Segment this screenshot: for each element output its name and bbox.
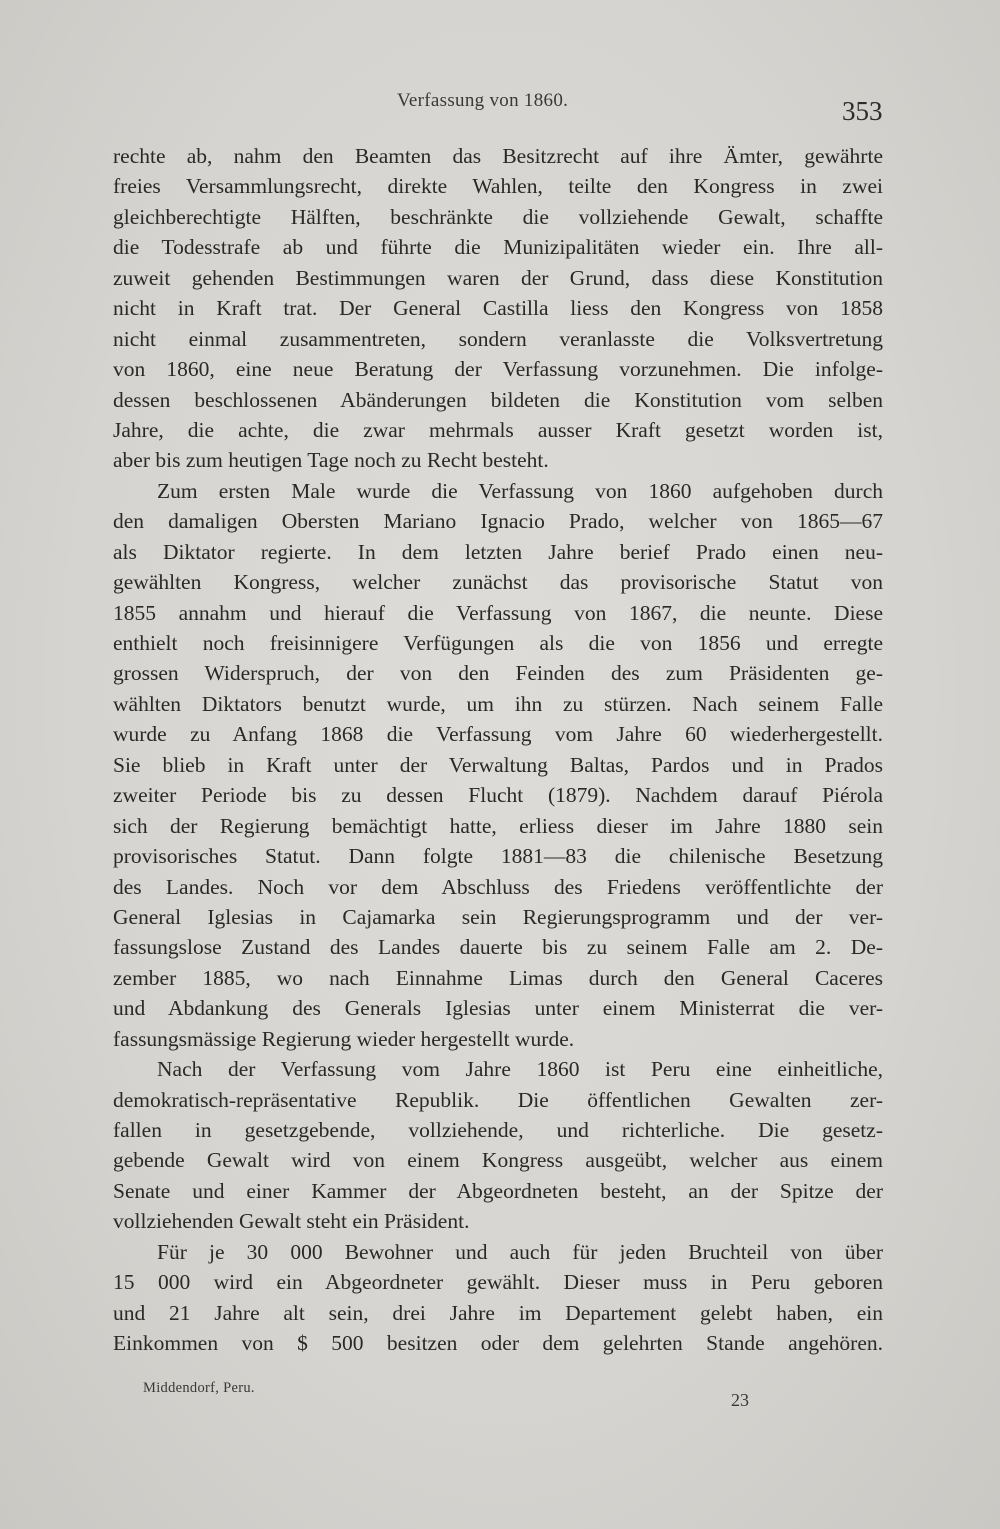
text-line: Einkommen von $ 500 besitzen oder dem gelehrten Stande angehören.: [113, 1331, 883, 1356]
text-line: Senate und einer Kammer der Abgeordneten besteht, an der Spitze der: [113, 1178, 883, 1203]
text-line: den damaligen Obersten Mariano Ignacio Prado, welcher von 1865—67: [113, 509, 883, 534]
text-line: fassungsmässige Regierung wieder hergestellt wurde.: [113, 1026, 575, 1051]
text-line: und Abdankung des Generals Iglesias unter einem Ministerrat die ver-: [113, 996, 883, 1021]
paragraph: [113, 141, 883, 476]
paragraph: [113, 476, 883, 1054]
text-line: vollziehenden Gewalt steht ein Präsident.: [113, 1209, 470, 1234]
text-line: Sie blieb in Kraft unter der Verwaltung Baltas, Pardos und in Prados: [113, 752, 883, 777]
text-line: fallen in gesetzgebende, vollziehende, und richterliche. Die gesetz-: [113, 1118, 883, 1142]
paragraph: [113, 1054, 883, 1237]
text-line: Jahre, die achte, die zwar mehrmals ausser Kraft gesetzt worden ist,: [113, 417, 883, 442]
text-line: sich der Regierung bemächtigt hatte, erliess dieser im Jahre 1880 sein: [113, 813, 883, 838]
text-line: enthielt noch freisinnigere Verfügungen als die von 1856 und erregte: [113, 631, 883, 655]
text-line: freies Versammlungsrecht, direkte Wahlen, teilte den Kongress in zwei: [113, 174, 883, 199]
text-line: von 1860, eine neue Beratung der Verfassung vorzunehmen. Die infolge-: [113, 357, 883, 382]
text-line: nicht einmal zusammentreten, sondern veranlasste die Volksvertretung: [113, 326, 883, 351]
text-line: Für je 30 000 Bewohner und auch für jeden Bruchteil von über: [157, 1239, 883, 1264]
text-line: nicht in Kraft trat. Der General Castilla liess den Kongress von 1858: [113, 296, 883, 321]
signature-mark: 23: [731, 1390, 749, 1410]
running-title: Verfassung von 1860.: [397, 90, 569, 111]
paragraph: [113, 1237, 883, 1359]
text-line: aber bis zum heutigen Tage noch zu Recht besteht.: [113, 448, 549, 473]
text-line: Zum ersten Male wurde die Verfassung von 1860 aufgehoben durch: [157, 478, 883, 503]
text-line: 1855 annahm und hierauf die Verfassung von 1867, die neunte. Diese: [113, 600, 883, 625]
body-text: [113, 141, 883, 1359]
text-line: dessen beschlossenen Abänderungen bildeten die Konstitution vom selben: [113, 387, 883, 412]
text-line: zember 1885, wo nach Einnahme Limas durch den General Caceres: [113, 965, 883, 990]
text-line: als Diktator regierte. In dem letzten Jahre berief Prado einen neu-: [113, 539, 883, 564]
text-line: zweiter Periode bis zu dessen Flucht (1879). Nachdem darauf Piérola: [113, 783, 883, 808]
text-line: gewählten Kongress, welcher zunächst das provisorische Statut von: [113, 570, 883, 595]
footer-author-line: Middendorf, Peru.: [143, 1380, 255, 1396]
text-line: wurde zu Anfang 1868 die Verfassung vom Jahre 60 wiederhergestellt.: [113, 722, 883, 747]
text-line: demokratisch-repräsentative Republik. Die öffentlichen Gewalten zer-: [113, 1087, 883, 1112]
text-line: des Landes. Noch vor dem Abschluss des Friedens veröffentlichte der: [113, 874, 883, 899]
text-line: wählten Diktators benutzt wurde, um ihn zu stürzen. Nach seinem Falle: [113, 691, 883, 716]
text-line: grossen Widerspruch, der von den Feinden des zum Präsidenten ge-: [113, 661, 883, 686]
text-line: und 21 Jahre alt sein, drei Jahre im Departement gelebt haben, ein: [113, 1300, 883, 1325]
text-line: fassungslose Zustand des Landes dauerte bis zu seinem Falle am 2. De-: [113, 935, 883, 960]
text-line: provisorisches Statut. Dann folgte 1881—83 die chilenische Besetzung: [113, 844, 883, 869]
text-line: 15 000 wird ein Abgeordneter gewählt. Dieser muss in Peru geboren: [113, 1270, 883, 1295]
text-line: die Todesstrafe ab und führte die Munizipalitäten wieder ein. Ihre all-: [113, 235, 883, 260]
text-line: zuweit gehenden Bestimmungen waren der Grund, dass diese Konstitution: [113, 265, 883, 290]
text-line: gebende Gewalt wird von einem Kongress ausgeübt, welcher aus einem: [113, 1148, 883, 1173]
text-line: Nach der Verfassung vom Jahre 1860 ist Peru eine einheitliche,: [157, 1057, 883, 1082]
text-line: General Iglesias in Cajamarka sein Regierungsprogramm und der ver-: [113, 904, 883, 929]
text-line: rechte ab, nahm den Beamten das Besitzrecht auf ihre Ämter, gewährte: [113, 144, 883, 168]
page-number: 353: [842, 96, 883, 126]
text-line: gleichberechtigte Hälften, beschränkte die vollziehende Gewalt, schaffte: [113, 204, 883, 229]
